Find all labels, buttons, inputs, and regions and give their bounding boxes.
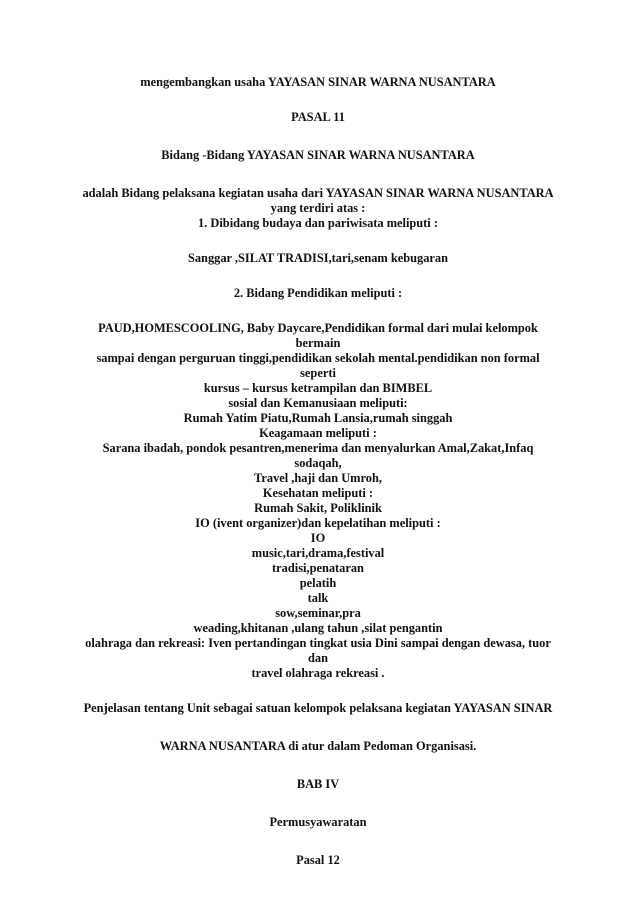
sosial-heading: sosial dan Kemanusiaan meliputi: xyxy=(228,396,408,410)
kesehatan-items: Rumah Sakit, Poliklinik xyxy=(254,501,382,515)
olahraga-line: olahraga dan rekreasi: Iven pertandingan tingkat usia Dini sampai dengan dewasa, tuor dan xyxy=(85,636,551,665)
io-item-5: talk xyxy=(307,591,329,605)
io-item-7: weading,khitanan ,ulang tahun ,silat pengantin xyxy=(193,621,443,635)
intro-line: mengembangkan usaha YAYASAN SINAR WARNA NUSANTARA xyxy=(140,75,496,89)
io-item-6: sow,seminar,pra xyxy=(275,606,361,620)
io-heading: IO (ivent organizer)dan kepelatihan meliputi : xyxy=(195,516,441,530)
keagamaan-items: Sarana ibadah, pondok pesantren,menerima dan menyalurkan Amal,Zakat,Infaq sodaqah, xyxy=(102,441,534,470)
bidang-heading: Bidang -Bidang YAYASAN SINAR WARNA NUSANTARA xyxy=(161,148,475,162)
sosial-items: Rumah Yatim Piatu,Rumah Lansia,rumah singgah xyxy=(183,411,453,425)
io-item-3: tradisi,penataran xyxy=(272,561,364,575)
io-item-2: music,tari,drama,festival xyxy=(251,546,385,560)
pendidikan-items-1: PAUD,HOMESCOOLING, Baby Daycare,Pendidikan formal dari mulai kelompok bermain xyxy=(98,321,538,350)
io-item-4: pelatih xyxy=(299,576,337,590)
travel-line: Travel ,haji dan Umroh, xyxy=(254,471,382,485)
document-body xyxy=(78,75,558,868)
pedoman-line: WARNA NUSANTARA di atur dalam Pedoman Organisasi. xyxy=(159,739,477,753)
budaya-items: Sanggar ,SILAT TRADISI,tari,senam kebugaran xyxy=(187,251,449,265)
bidang-description: adalah Bidang pelaksana kegiatan usaha dari YAYASAN SINAR WARNA NUSANTARA xyxy=(82,186,554,200)
kesehatan-heading: Kesehatan meliputi : xyxy=(262,486,374,500)
permusyawaratan-heading: Permusyawaratan xyxy=(269,815,367,829)
pasal-11-heading: PASAL 11 xyxy=(291,110,345,124)
bab-iv-heading: BAB IV xyxy=(296,777,340,791)
terdiri-atas-line: yang terdiri atas : xyxy=(270,201,366,215)
budaya-heading: 1. Dibidang budaya dan pariwisata meliputi : xyxy=(198,216,438,230)
pasal-12-heading: Pasal 12 xyxy=(296,853,340,867)
pendidikan-heading: 2. Bidang Pendidikan meliputi : xyxy=(233,286,403,300)
penjelasan-line: Penjelasan tentang Unit sebagai satuan kelompok pelaksana kegiatan YAYASAN SINAR xyxy=(83,701,553,715)
olahraga-line-end: travel olahraga rekreasi . xyxy=(251,666,385,680)
pendidikan-items-3: kursus – kursus ketrampilan dan BIMBEL xyxy=(203,381,433,395)
io-item-1: IO xyxy=(310,531,326,545)
pendidikan-items-2: sampai dengan perguruan tinggi,pendidikan sekolah mental.pendidikan non formal seperti xyxy=(96,351,540,380)
keagamaan-heading: Keagamaan meliputi : xyxy=(259,426,377,440)
